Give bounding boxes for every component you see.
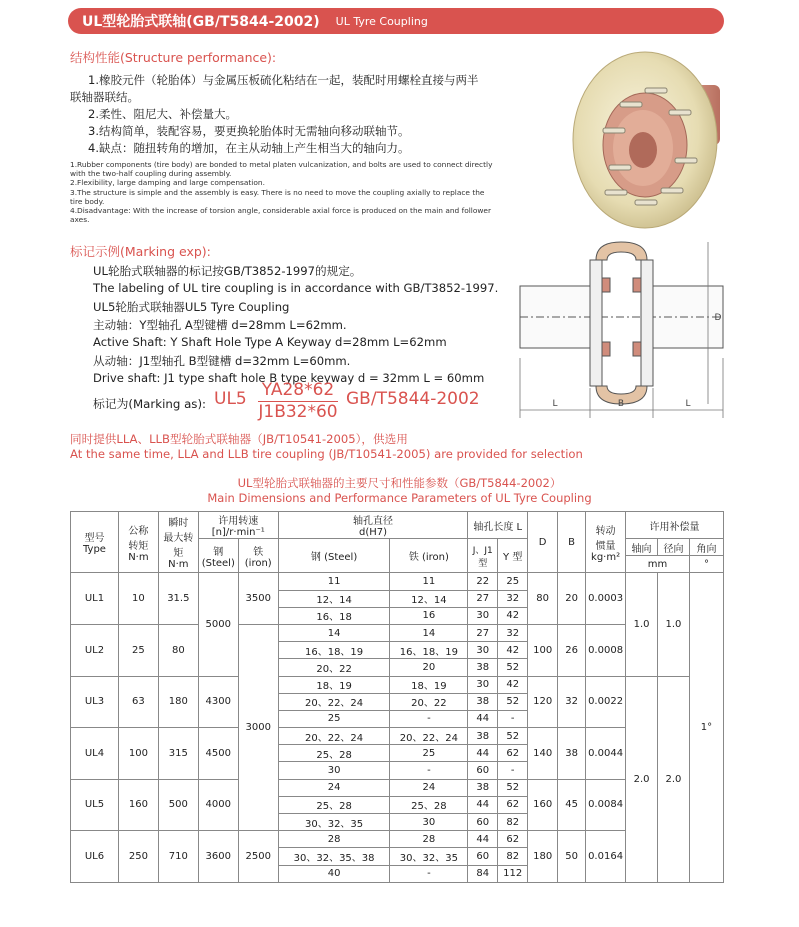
hdr-bore-steel: 钢 (Steel) bbox=[278, 539, 390, 573]
cell-bore-iron: 28 bbox=[390, 831, 468, 848]
cell-bore-steel: 12、14 bbox=[278, 590, 390, 607]
hdr-length: 轴孔长度 L bbox=[468, 512, 528, 539]
cell-max-torque: 315 bbox=[158, 728, 198, 780]
marking-numerator: YA28*62 bbox=[258, 380, 338, 402]
hdr-len-j: J、J1 型 bbox=[468, 539, 498, 573]
cell-len-y: 62 bbox=[498, 745, 528, 762]
cell-len-j: 30 bbox=[468, 642, 498, 659]
cell-D: 100 bbox=[528, 624, 558, 676]
cell-inertia: 0.0164 bbox=[586, 831, 626, 883]
hdr-bore-iron: 铁 (iron) bbox=[390, 539, 468, 573]
cell-model: UL3 bbox=[71, 676, 119, 728]
notice-cn: 同时提供LLA、LLB型轮胎式联轴器（JB/T10541-2005），供选用 bbox=[70, 432, 408, 446]
cell-len-y: 42 bbox=[498, 642, 528, 659]
tire-section-top bbox=[596, 242, 647, 260]
cell-bore-steel: 30 bbox=[278, 762, 390, 779]
banner-title-en: UL Tyre Coupling bbox=[335, 14, 428, 28]
cell-D: 80 bbox=[528, 573, 558, 625]
cell-bore-steel: 18、19 bbox=[278, 676, 390, 693]
structure-item-3: 3.结构简单，装配容易，要更换轮胎体时无需轴向移动联轴节。 bbox=[88, 124, 410, 138]
marking-fraction bbox=[258, 380, 338, 422]
cell-bore-steel: 25、28 bbox=[278, 796, 390, 813]
cell-len-y: 82 bbox=[498, 814, 528, 831]
cell-bore-iron: 25 bbox=[390, 745, 468, 762]
cell-max-torque: 710 bbox=[158, 831, 198, 883]
cell-bore-iron: 25、28 bbox=[390, 796, 468, 813]
cell-bore-steel: 28 bbox=[278, 831, 390, 848]
table-title-en: Main Dimensions and Performance Parameters of UL Tyre Coupling bbox=[207, 491, 592, 505]
cell-len-y: 52 bbox=[498, 659, 528, 676]
cell-len-y: 52 bbox=[498, 693, 528, 710]
cell-max-torque: 180 bbox=[158, 676, 198, 728]
cell-bore-steel: 25、28 bbox=[278, 745, 390, 762]
marking-line-4: 主动轴：Y型轴孔 A型键槽 d=28mm L=62mm. bbox=[93, 318, 347, 332]
cell-bore-iron: 16、18、19 bbox=[390, 642, 468, 659]
cell-len-j: 38 bbox=[468, 659, 498, 676]
marking-line-3: UL5轮胎式联轴器UL5 Tyre Coupling bbox=[93, 300, 290, 314]
cell-speed-iron: 3000 bbox=[238, 624, 278, 830]
marking-line-5: Active Shaft: Y Shaft Hole Type A Keyway d=28mm L=62mm bbox=[93, 335, 447, 349]
cell-len-y: 62 bbox=[498, 796, 528, 813]
cell-len-y: - bbox=[498, 762, 528, 779]
cell-speed-steel: 4500 bbox=[198, 728, 238, 780]
cell-len-j: 84 bbox=[468, 865, 498, 882]
cell-bore-steel: 24 bbox=[278, 779, 390, 796]
marking-title: 标记示例(Marking exp): bbox=[70, 244, 211, 259]
hdr-inertia: 转动 惯量 kg·m² bbox=[586, 512, 626, 573]
cell-len-j: 44 bbox=[468, 796, 498, 813]
cell-len-y: 42 bbox=[498, 676, 528, 693]
cell-max-torque: 80 bbox=[158, 624, 198, 676]
cell-len-y: 82 bbox=[498, 848, 528, 865]
cell-speed-iron: 2500 bbox=[238, 831, 278, 883]
hdr-bore: 轴孔直径 d(H7) bbox=[278, 512, 468, 539]
cell-torque: 100 bbox=[118, 728, 158, 780]
table-row bbox=[71, 676, 724, 693]
cell-len-y: 32 bbox=[498, 624, 528, 641]
cell-bore-steel: 16、18、19 bbox=[278, 642, 390, 659]
cell-torque: 250 bbox=[118, 831, 158, 883]
structure-item-1: 1.橡胶元件（轮胎体）与金属压板硫化粘结在一起，装配时用螺栓直接与两半 bbox=[88, 73, 479, 87]
hdr-axial: 轴向 bbox=[626, 539, 658, 556]
cell-len-y: 25 bbox=[498, 573, 528, 590]
cell-inertia: 0.0003 bbox=[586, 573, 626, 625]
hdr-radial: 径向 bbox=[658, 539, 690, 556]
dim-L-right: L bbox=[685, 399, 691, 409]
cell-len-j: 44 bbox=[468, 710, 498, 727]
cell-bore-iron: 20、22 bbox=[390, 693, 468, 710]
marking-line-1: UL轮胎式联轴器的标记按GB/T3852-1997的规定。 bbox=[93, 264, 362, 278]
cell-bore-steel: 20、22、24 bbox=[278, 693, 390, 710]
table-title-cn: UL型轮胎式联轴器的主要尺寸和性能参数（GB/T5844-2002） bbox=[237, 476, 562, 490]
cell-bore-steel: 25 bbox=[278, 710, 390, 727]
cell-inertia: 0.0008 bbox=[586, 624, 626, 676]
cell-torque: 160 bbox=[118, 779, 158, 831]
hdr-speed-iron: 铁 (iron) bbox=[238, 539, 278, 573]
cell-bore-iron: 30、32、35 bbox=[390, 848, 468, 865]
marking-line-7: Drive shaft: J1 type shaft hole B type keyway d = 32mm L = 60mm bbox=[93, 371, 485, 385]
cell-bore-iron: - bbox=[390, 865, 468, 882]
hdr-speed: 许用转速 [n]/r·min⁻¹ bbox=[198, 512, 278, 539]
cell-len-j: 22 bbox=[468, 573, 498, 590]
structure-item-2: 2.柔性、阻尼大、补偿量大。 bbox=[88, 107, 237, 121]
cell-bore-steel: 11 bbox=[278, 573, 390, 590]
cell-len-y: 62 bbox=[498, 831, 528, 848]
table-row bbox=[71, 779, 724, 796]
cell-D: 120 bbox=[528, 676, 558, 728]
cell-len-j: 38 bbox=[468, 728, 498, 745]
marking-line-6: 从动轴：J1型轴孔 B型键槽 d=32mm L=60mm. bbox=[93, 354, 351, 368]
dim-L-left: L bbox=[552, 399, 558, 409]
cell-len-j: 60 bbox=[468, 848, 498, 865]
cell-radial: 1.0 bbox=[658, 573, 690, 676]
table-row bbox=[71, 831, 724, 848]
cell-bore-iron: 24 bbox=[390, 779, 468, 796]
structure-item-4: 4.缺点：随扭转角的增加，在主从动轴上产生相当大的轴向力。 bbox=[88, 141, 410, 155]
dim-B: B bbox=[617, 399, 625, 409]
cell-len-j: 38 bbox=[468, 779, 498, 796]
cell-len-y: 52 bbox=[498, 728, 528, 745]
cell-len-j: 30 bbox=[468, 676, 498, 693]
cell-len-j: 44 bbox=[468, 745, 498, 762]
hdr-unit-mm: mm bbox=[626, 556, 690, 573]
hdr-speed-steel: 钢 (Steel) bbox=[198, 539, 238, 573]
structure-item-1b: 联轴器联结。 bbox=[70, 90, 139, 104]
cell-B: 20 bbox=[558, 573, 586, 625]
hdr-B: B bbox=[558, 512, 586, 573]
cell-speed-steel: 5000 bbox=[198, 573, 238, 676]
cell-bore-steel: 40 bbox=[278, 865, 390, 882]
cell-radial: 2.0 bbox=[658, 676, 690, 882]
cell-model: UL6 bbox=[71, 831, 119, 883]
table-row bbox=[71, 624, 724, 641]
table-body bbox=[71, 573, 724, 882]
hdr-len-y: Y 型 bbox=[498, 539, 528, 573]
cell-bore-steel: 20、22 bbox=[278, 659, 390, 676]
banner-title-cn: UL型轮胎式联轴(GB/T5844-2002) bbox=[82, 14, 320, 30]
cell-speed-steel: 4300 bbox=[198, 676, 238, 728]
cell-len-y: 52 bbox=[498, 779, 528, 796]
cell-len-y: 42 bbox=[498, 607, 528, 624]
cell-axial: 1.0 bbox=[626, 573, 658, 676]
cell-torque: 63 bbox=[118, 676, 158, 728]
marking-as-text: 标记为(Marking as): bbox=[93, 397, 207, 411]
cell-max-torque: 500 bbox=[158, 779, 198, 831]
cell-speed-steel: 3600 bbox=[198, 831, 238, 883]
cell-bore-steel: 20、22、24 bbox=[278, 728, 390, 745]
hdr-unit-deg: ° bbox=[689, 556, 723, 573]
cell-bore-steel: 30、32、35、38 bbox=[278, 848, 390, 865]
cell-model: UL1 bbox=[71, 573, 119, 625]
cell-len-j: 60 bbox=[468, 762, 498, 779]
cell-bore-iron: 14 bbox=[390, 624, 468, 641]
cell-len-j: 30 bbox=[468, 607, 498, 624]
marking-standard: GB/T5844-2002 bbox=[346, 389, 480, 409]
dim-D: D bbox=[714, 313, 722, 323]
hdr-model: 型号 Type bbox=[71, 512, 119, 573]
cell-axial: 2.0 bbox=[626, 676, 658, 882]
table-head bbox=[71, 512, 724, 573]
cell-bore-iron: 20、22、24 bbox=[390, 728, 468, 745]
marking-line-2: The labeling of UL tire coupling is in accordance with GB/T3852-1997. bbox=[93, 281, 499, 295]
cell-len-j: 27 bbox=[468, 590, 498, 607]
cell-D: 180 bbox=[528, 831, 558, 883]
hdr-D: D bbox=[528, 512, 558, 573]
cell-torque: 10 bbox=[118, 573, 158, 625]
cell-B: 32 bbox=[558, 676, 586, 728]
cell-bore-steel: 14 bbox=[278, 624, 390, 641]
hdr-torque: 公称 转矩 N·m bbox=[118, 512, 158, 573]
hdr-max-torque: 瞬时 最大转 矩 N·m bbox=[158, 512, 198, 573]
cell-D: 160 bbox=[528, 779, 558, 831]
cell-len-y: 32 bbox=[498, 590, 528, 607]
coupling-drawing bbox=[508, 238, 748, 438]
notice-en: At the same time, LLA and LLB tire coupling (JB/T10541-2005) are provided for selection bbox=[70, 447, 583, 461]
hdr-comp: 许用补偿量 bbox=[626, 512, 724, 539]
cell-len-j: 60 bbox=[468, 814, 498, 831]
cell-len-j: 44 bbox=[468, 831, 498, 848]
cell-model: UL2 bbox=[71, 624, 119, 676]
cell-inertia: 0.0022 bbox=[586, 676, 626, 728]
cell-model: UL5 bbox=[71, 779, 119, 831]
cell-bore-iron: - bbox=[390, 710, 468, 727]
cell-speed-steel: 4000 bbox=[198, 779, 238, 831]
cell-torque: 25 bbox=[118, 624, 158, 676]
title-banner bbox=[68, 8, 724, 34]
table-row bbox=[71, 728, 724, 745]
cell-len-j: 27 bbox=[468, 624, 498, 641]
cell-B: 38 bbox=[558, 728, 586, 780]
cell-model: UL4 bbox=[71, 728, 119, 780]
cell-B: 26 bbox=[558, 624, 586, 676]
structure-title: 结构性能(Structure performance): bbox=[70, 50, 277, 65]
cell-bore-iron: 30 bbox=[390, 814, 468, 831]
cell-B: 50 bbox=[558, 831, 586, 883]
cell-max-torque: 31.5 bbox=[158, 573, 198, 625]
cell-bore-iron: 11 bbox=[390, 573, 468, 590]
bore-hole bbox=[629, 132, 657, 168]
hdr-angular: 角向 bbox=[689, 539, 723, 556]
cell-bore-steel: 30、32、35 bbox=[278, 814, 390, 831]
cell-bore-iron: 20 bbox=[390, 659, 468, 676]
cell-bore-iron: 18、19 bbox=[390, 676, 468, 693]
cell-bore-iron: 12、14 bbox=[390, 590, 468, 607]
cell-speed-iron: 3500 bbox=[238, 573, 278, 625]
coupling-photo bbox=[565, 40, 745, 230]
marking-denominator: J1B32*60 bbox=[258, 402, 338, 422]
dimension-table bbox=[70, 511, 724, 883]
marking-as-label bbox=[93, 395, 206, 412]
table-row bbox=[71, 573, 724, 590]
cell-bore-iron: - bbox=[390, 762, 468, 779]
structure-en-text: 1.Rubber components (tire body) are bonded to metal platen vulcanization, and bolts are used to connect directly with the two-half coupling during assembly. 2.Flexibility, large damping and large compensation. 3.The structure is simple and the assembly is easy. There is no need to move the coupling axially to replace the tire body. 4.Disadvantage: With the increase of torsion angle, considerable axial force is produced on the main and follower axes. bbox=[70, 160, 493, 225]
cell-bore-iron: 16 bbox=[390, 607, 468, 624]
cell-angular: 1° bbox=[689, 573, 723, 882]
cell-bore-steel: 16、18 bbox=[278, 607, 390, 624]
cell-len-j: 38 bbox=[468, 693, 498, 710]
cell-len-y: 112 bbox=[498, 865, 528, 882]
marking-model: UL5 bbox=[214, 389, 247, 409]
cell-inertia: 0.0044 bbox=[586, 728, 626, 780]
cell-inertia: 0.0084 bbox=[586, 779, 626, 831]
cell-B: 45 bbox=[558, 779, 586, 831]
cell-len-y: - bbox=[498, 710, 528, 727]
cell-D: 140 bbox=[528, 728, 558, 780]
